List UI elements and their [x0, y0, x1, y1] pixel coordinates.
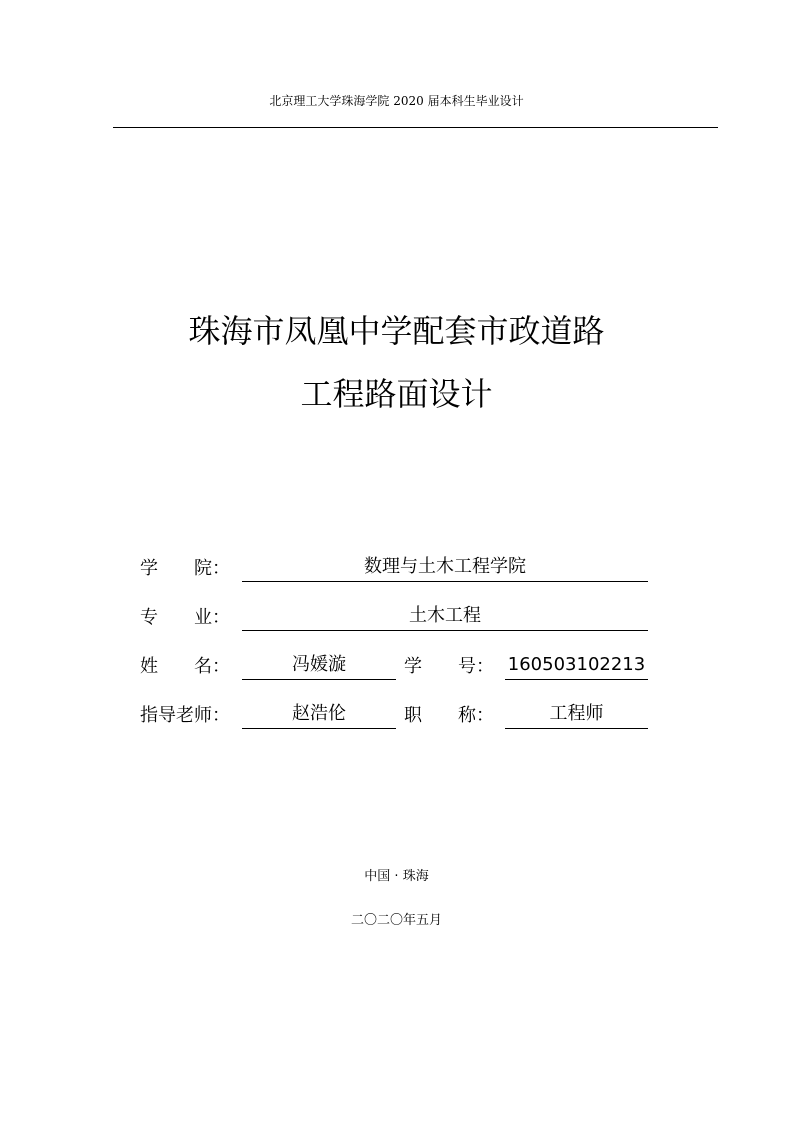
- header-divider: [113, 127, 718, 128]
- name-label: 姓 名：: [140, 656, 230, 677]
- professional-title-label: 职 称：: [404, 705, 494, 726]
- college-label: 学 院：: [140, 558, 230, 579]
- thesis-title-line-1: 珠海市凤凰中学配套市政道路: [188, 312, 605, 350]
- thesis-title-line-2: 工程路面设计: [300, 375, 493, 413]
- page-header: 北京理工大学珠海学院 2020 届本科生毕业设计: [269, 94, 524, 108]
- location-text: 中国 · 珠海: [364, 869, 429, 884]
- student-id-label: 学 号：: [404, 656, 494, 677]
- major-value: 土木工程: [242, 604, 648, 631]
- advisor-value: 赵浩伦: [242, 702, 396, 729]
- major-label: 专 业：: [140, 607, 230, 628]
- college-value: 数理与土木工程学院: [242, 555, 648, 582]
- date-text: 二〇二〇年五月: [350, 913, 442, 928]
- student-id-value: 160503102213: [505, 653, 648, 680]
- advisor-label: 指导老师：: [140, 705, 230, 726]
- name-value: 冯媛漩: [242, 653, 396, 680]
- professional-title-value: 工程师: [505, 702, 648, 729]
